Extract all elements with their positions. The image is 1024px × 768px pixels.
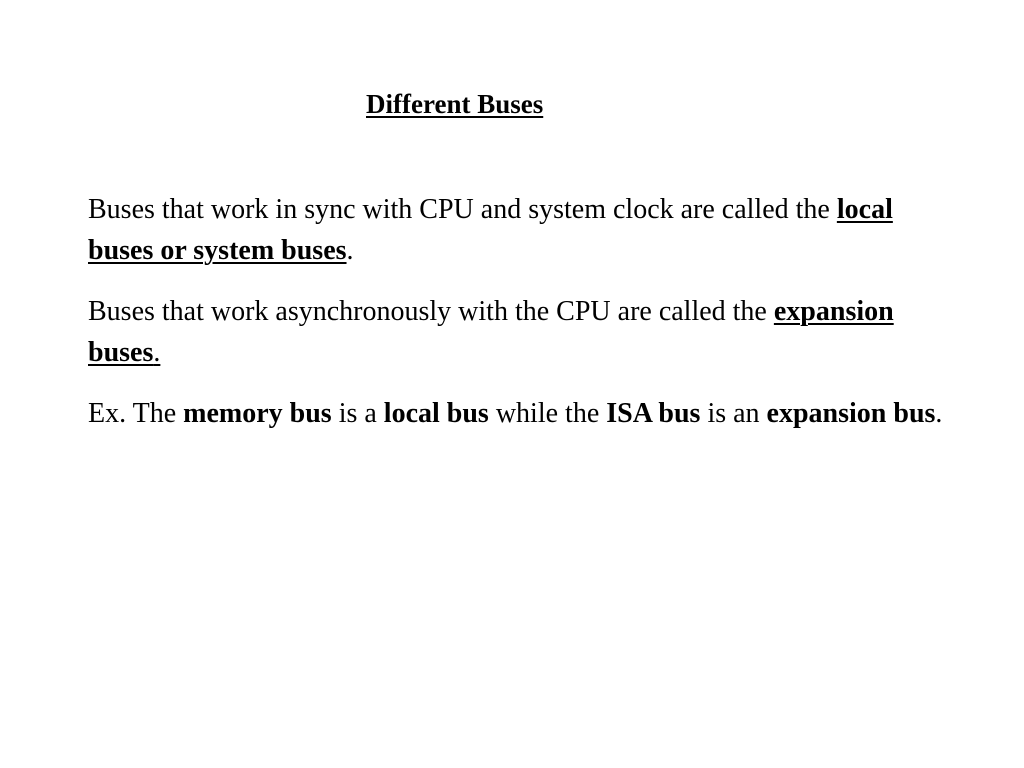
term-memory-bus: memory bus (183, 398, 332, 429)
paragraph-text: Buses that work asynchronously with the CPU are called the (88, 296, 774, 327)
paragraph-text: is a (331, 398, 384, 429)
slide-title: Different Buses (366, 89, 544, 119)
paragraph-local-buses (88, 189, 948, 271)
paragraph-text: while the (488, 398, 607, 429)
paragraph-text: is an (700, 398, 767, 429)
paragraph-expansion-buses (88, 291, 948, 373)
term-local-bus: local bus (383, 398, 489, 429)
paragraph-text: . (346, 235, 354, 266)
term-isa-bus: ISA bus (606, 398, 701, 429)
term-expansion-bus: expansion bus (766, 398, 936, 429)
paragraph-text: . (935, 398, 943, 429)
slide-body (88, 189, 948, 454)
paragraph-example (88, 393, 948, 434)
paragraph-text: . (153, 337, 161, 368)
term-local-buses: local buses or system buses (88, 194, 893, 266)
term-expansion-buses: expansion buses (88, 296, 894, 368)
paragraph-text: Buses that work in sync with CPU and system clock are called the (88, 194, 837, 225)
paragraph-text: Ex. The (88, 398, 184, 429)
